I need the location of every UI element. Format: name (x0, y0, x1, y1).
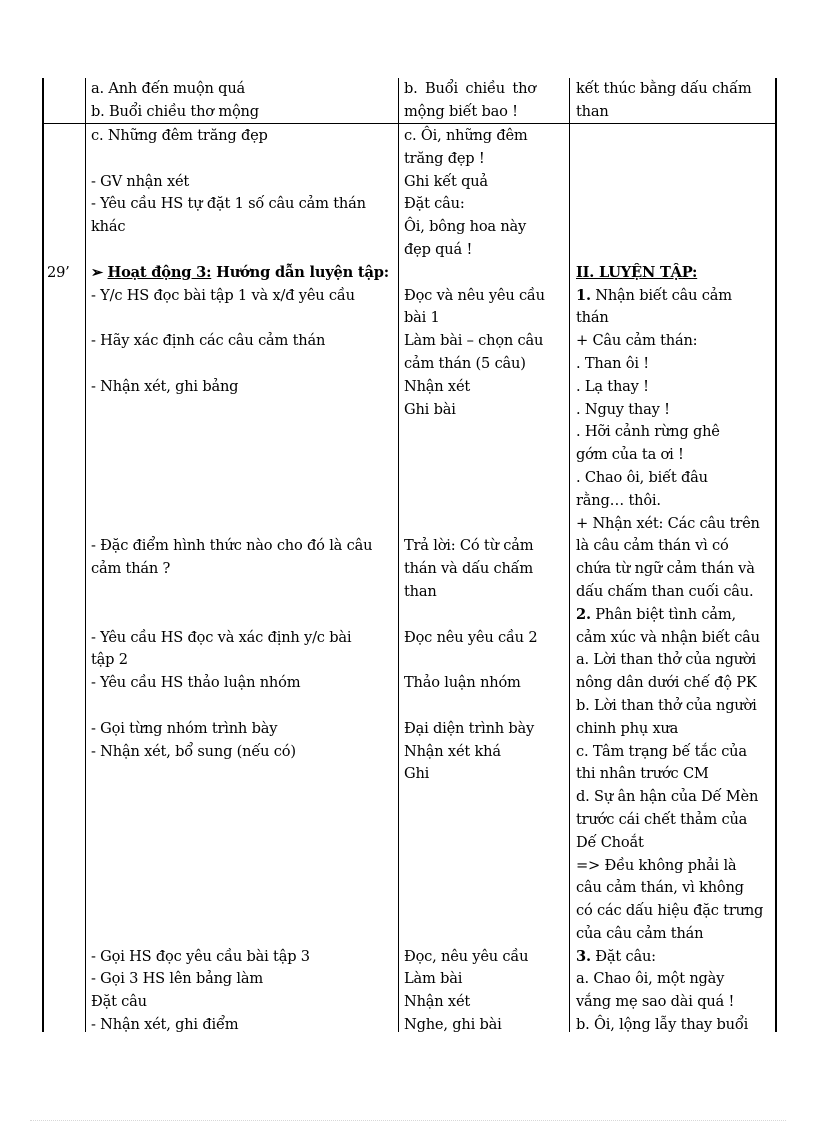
text-line: cảm thán (5 câu) (404, 354, 526, 372)
text-line: chinh phụ xưa (576, 719, 679, 737)
text-line: đẹp quá ! (404, 240, 473, 258)
exercise-title: Phân biệt tình cảm, (590, 605, 736, 623)
text-line: than (404, 582, 437, 600)
activity-title: Hướng dẫn luyện tập: (211, 263, 389, 281)
text-line: thán (576, 309, 609, 327)
text-line: Làm bài – chọn câu (404, 332, 544, 350)
arrow-icon: ➢ (91, 263, 104, 281)
row1-student-cell (404, 78, 562, 124)
text-line: Nghe, ghi bài (404, 1016, 502, 1034)
exercise-3-heading (576, 946, 770, 969)
text-line: Trả lời: Có từ cảm (404, 537, 534, 555)
text-line: Dế Choắt (576, 833, 644, 851)
text-line: dấu chấm than cuối câu. (576, 582, 754, 600)
row2-teacher-cell (91, 125, 393, 1037)
text-line: bài 1 (404, 309, 440, 327)
text-line: + Nhận xét: Các câu trên (576, 514, 760, 532)
text-line: Đọc và nêu yêu cầu (404, 286, 545, 304)
exercise-number: 2. (576, 605, 591, 623)
row2-student-cell (404, 125, 562, 1037)
text-line: - Yêu cầu HS đọc và xác định y/c bài (91, 628, 352, 646)
text-line: c. Tâm trạng bế tắc của (576, 742, 747, 760)
text-line: gớm của ta ơi ! (576, 446, 684, 464)
exercise-title: Nhận biết câu cảm (590, 286, 732, 304)
text-line: - Đặc điểm hình thức nào cho đó là câu (91, 537, 373, 555)
text-line: có các dấu hiệu đặc trưng (576, 902, 764, 920)
section-heading: II. LUYỆN TẬP: (576, 263, 698, 281)
text-line: Thảo luận nhóm (404, 674, 521, 692)
text-line: than (576, 102, 609, 120)
text-line: - Gọi HS đọc yêu cầu bài tập 3 (91, 947, 310, 965)
column-divider-student (569, 78, 570, 1032)
text-line: c. Ôi, những đêm (404, 127, 528, 144)
text-line: - Yêu cầu HS thảo luận nhóm (91, 674, 301, 692)
text-line: mộng biết bao ! (404, 102, 518, 120)
text-line: a. Anh đến muộn quá (91, 80, 246, 97)
time-value: 29’ (47, 263, 70, 281)
text-line: . Nguy thay ! (576, 400, 670, 418)
text-line: + Câu cảm thán: (576, 332, 698, 350)
row2-content-cell (576, 125, 770, 1037)
text-line: trước cái chết thảm của (576, 810, 748, 828)
text-line: cảm thán ? (91, 560, 171, 578)
text-line: Ghi kết quả (404, 172, 488, 190)
table-left-border (42, 78, 44, 1032)
text-line: - Gọi 3 HS lên bảng làm (91, 970, 263, 988)
activity-heading (91, 262, 393, 285)
text-line: Nhận xét khá (404, 742, 501, 760)
text-line: b. Lời than thở của người (576, 696, 757, 714)
text-line: Ghi bài (404, 400, 456, 418)
exercise-title: Đặt câu: (590, 947, 656, 965)
exercise-1-heading (576, 285, 770, 308)
column-divider-time (85, 78, 86, 1032)
text-line: - Gọi từng nhóm trình bày (91, 719, 278, 737)
text-line: - Nhận xét, bổ sung (nếu có) (91, 742, 296, 760)
text-line: - Nhận xét, ghi bảng (91, 377, 239, 395)
text-line: => Đều không phải là (576, 856, 737, 874)
text-line: vắng mẹ sao dài quá ! (576, 993, 735, 1011)
text-line: - Nhận xét, ghi điểm (91, 1016, 239, 1034)
text-line: Làm bài (404, 970, 463, 988)
text-line: - GV nhận xét (91, 172, 190, 190)
text-line: d. Sự ân hận của Dế Mèn (576, 788, 759, 806)
text-line: Ghi (404, 765, 430, 783)
text-line: nông dân dưới chế độ PK (576, 674, 757, 692)
text-line: Đại diện trình bày (404, 719, 535, 737)
text-line: c. Những đêm trăng đẹp (91, 127, 268, 144)
text-line: Nhận xét (404, 993, 471, 1011)
text-line: b. Ôi, lộng lẫy thay buổi (576, 1016, 749, 1034)
table-right-border (775, 78, 777, 1032)
text-line: a. Lời than thở của người (576, 651, 756, 669)
text-line: Đặt câu: (404, 195, 465, 213)
row1-content-cell (576, 78, 770, 124)
text-line: . Hỡi cảnh rừng ghê (576, 423, 720, 441)
text-line: Đọc, nêu yêu cầu (404, 947, 529, 965)
text-line: là câu cảm thán vì có (576, 537, 729, 555)
row2-time-cell (47, 125, 83, 285)
text-line: của câu cảm thán (576, 924, 704, 942)
text-line: Nhận xét (404, 377, 471, 395)
row1-teacher-cell (91, 78, 393, 124)
exercise-number: 1. (576, 286, 591, 304)
text-line: Đọc nêu yêu cầu 2 (404, 628, 538, 646)
text-line: - Y/c HS đọc bài tập 1 và x/đ yêu cầu (91, 286, 355, 304)
text-line: trăng đẹp ! (404, 149, 485, 167)
text-line: tập 2 (91, 651, 128, 669)
text-line: Đặt câu (91, 993, 147, 1011)
text-line: kết thúc bằng dấu chấm (576, 80, 752, 97)
text-line: . Than ôi ! (576, 354, 649, 372)
text-line: - Yêu cầu HS tự đặt 1 số câu cảm thán (91, 195, 366, 213)
text-line: b. Buổi chiều thơ (404, 80, 536, 97)
text-line: a. Chao ôi, một ngày (576, 970, 725, 988)
page-footer-divider (30, 1120, 786, 1122)
text-line: b. Buổi chiều thơ mộng (91, 102, 259, 120)
exercise-number: 3. (576, 947, 591, 965)
text-line: . Chao ôi, biết đâu (576, 468, 708, 486)
text-line: . Lạ thay ! (576, 377, 649, 395)
text-line: Ôi, bông hoa này (404, 218, 527, 236)
activity-label: Hoạt động 3: (107, 263, 212, 281)
text-line: rằng… thôi. (576, 491, 661, 509)
text-line: thi nhân trước CM (576, 765, 709, 783)
text-line: khác (91, 218, 126, 236)
text-line: thán và dấu chấm (404, 560, 534, 578)
text-line: chứa từ ngữ cảm thán và (576, 560, 755, 578)
text-line: cảm xúc và nhận biết câu (576, 628, 760, 646)
text-line: câu cảm thán, vì không (576, 879, 744, 897)
column-divider-teacher (398, 78, 399, 1032)
exercise-2-heading (576, 604, 770, 627)
text-line: - Hãy xác định các câu cảm thán (91, 332, 326, 350)
